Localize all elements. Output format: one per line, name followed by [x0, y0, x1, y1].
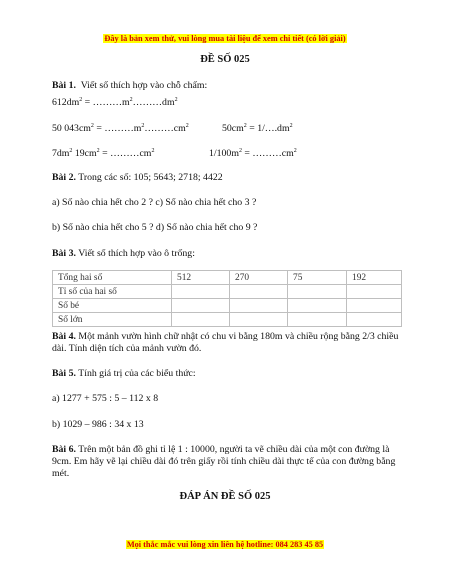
bai1-prompt: Viết số thích hợp vào chỗ chấm:: [80, 80, 208, 91]
bai6-text: Trên một bản đồ ghi tỉ lệ 1 : 10000, người ta vẽ chiều dài của một con đường là 9cm. Em hãy vẽ lại chiều dài đó trên giấy rồi tính chiều dài thực tế của con đường bằng mét.: [52, 444, 396, 479]
bai3-heading: [52, 248, 195, 260]
bai5-prompt: Tính giá trị của các biểu thức:: [78, 368, 196, 379]
preview-notice: [0, 28, 450, 46]
page-title: ĐỀ SỐ 025: [200, 54, 250, 65]
bai2-line-b: b) Số nào chia hết cho 5 ? d) Số nào chia hết cho 9 ?: [52, 222, 258, 233]
bai2-prompt: Trong các số: 105; 5643; 2718; 4422: [78, 172, 223, 183]
bai3-table: [52, 270, 402, 327]
bai4-text: Một mảnh vườn hình chữ nhật có chu vi bằng 180m và chiều rộng bằng 2/3 chiều dài. Tính diện tích của mảnh vườn đó.: [52, 331, 399, 354]
bai2-label: Bài 2.: [52, 172, 76, 183]
bai5-a: a) 1277 + 575 : 5 – 112 x 8: [52, 393, 159, 404]
bai3-label: Bài 3.: [52, 248, 76, 259]
bai5-heading: [52, 368, 196, 380]
table-row: Số lớn: [53, 313, 402, 327]
table-row: Số bé: [53, 299, 402, 313]
bai1-row3-left: $7dm^2$ $19cm^2$ = $\dots\dots\dots cm^2$: [52, 148, 155, 159]
table-row: Tỉ số của hai số: [53, 285, 402, 299]
bai5-b: b) 1029 – 986 : 34 x 13: [52, 419, 144, 430]
bai1-row3-right: $1/100m^2$ = $\dots\dots\dots cm^2$: [209, 148, 297, 159]
bai5-label: Bài 5.: [52, 368, 76, 379]
bai1-row2-left: 50 $043cm^2$ = $\dots\dots\dots m^2\dots\dots\dots cm^2$: [52, 123, 189, 134]
bai2-line-a: a) Số nào chia hết cho 2 ? c) Số nào chia hết cho 3 ?: [52, 197, 257, 208]
hotline-notice-text: Mọi thắc mắc vui lòng xin liên hệ hotline: 084 283 45 85: [126, 540, 324, 549]
answer-title: ĐÁP ÁN ĐỀ SỐ 025: [179, 491, 271, 502]
bai1-heading: [52, 80, 207, 92]
bai2-heading: [52, 172, 223, 184]
bai4-label: Bài 4.: [52, 331, 76, 342]
bai6-label: Bài 6.: [52, 444, 76, 455]
bai1-row1: $612dm^2$ = $\dots\dots\dots m^2\dots\dots\dots dm^2$: [52, 97, 178, 108]
table-row: Tổng hai số 512 270 75 192: [53, 271, 402, 285]
bai4: [52, 331, 402, 355]
bai1-label: Bài 1.: [52, 80, 76, 91]
hotline-notice: [0, 534, 450, 552]
bai1-row2-right: $50cm^2$ = $1/\dots.dm^2$: [222, 123, 293, 134]
bai3-prompt: Viết số thích hợp vào ô trống:: [78, 248, 195, 259]
preview-notice-text: Đây là bản xem thử, vui lòng mua tài liệu để xem chi tiết (có lời giải): [104, 34, 346, 43]
bai6: [52, 444, 398, 480]
